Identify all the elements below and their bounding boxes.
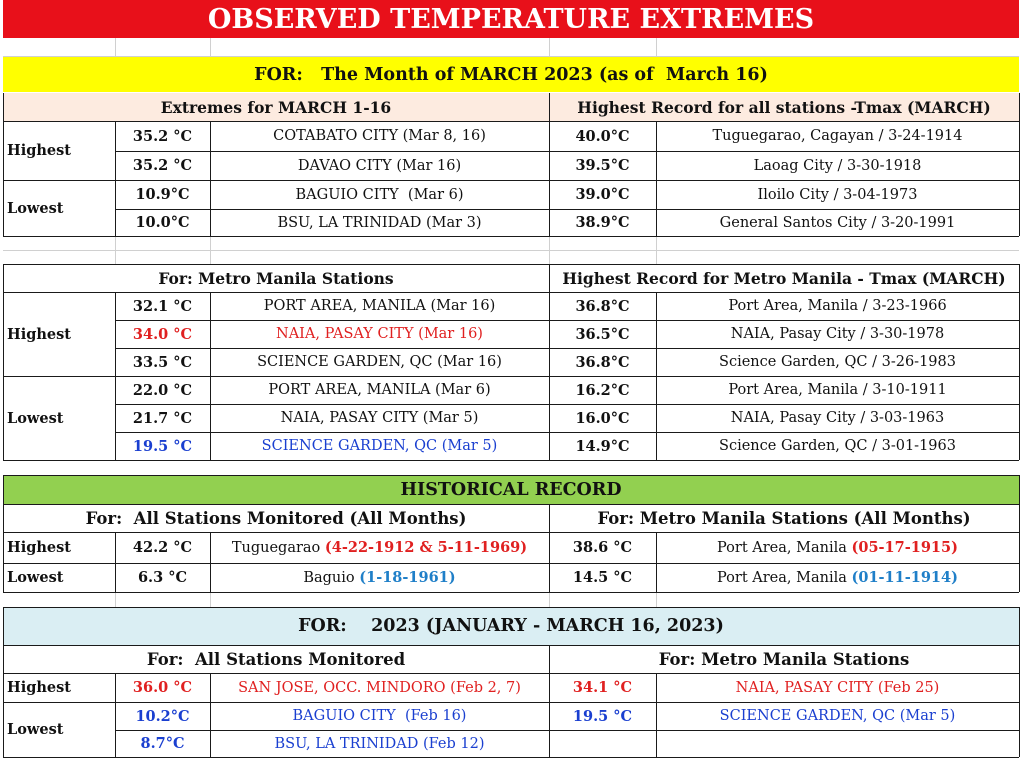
month-record-temp: 39.5°C bbox=[575, 157, 630, 174]
historical-high-station: Tuguegarao bbox=[231, 539, 321, 556]
month-record-temp: 39.0°C bbox=[575, 186, 630, 203]
metro-right-header: Highest Record for Metro Manila - Tmax (MARCH) bbox=[562, 268, 1006, 288]
month-record-station: General Santos City / 3-20-1991 bbox=[719, 214, 956, 231]
month-record-station: Laoag City / 3-30-1918 bbox=[753, 157, 922, 174]
metro-record-station: Port Area, Manila / 3-23-1966 bbox=[728, 298, 947, 314]
metro-temp: 32.1 °C bbox=[132, 297, 193, 315]
historical-metro-low-station: Port Area, Manila bbox=[717, 569, 847, 586]
metro-temp: 34.0 °C bbox=[132, 325, 193, 343]
historical-banner-text: HISTORICAL RECORD bbox=[400, 479, 622, 500]
metro-record-station: NAIA, Pasay City / 3-03-1963 bbox=[730, 410, 945, 426]
metro-highest-label: Highest bbox=[7, 325, 71, 343]
metro-station: PORT AREA, MANILA (Mar 16) bbox=[263, 298, 496, 314]
page-title: OBSERVED TEMPERATURE EXTREMES bbox=[207, 3, 815, 35]
historical-metro-low-date: (01-11-1914) bbox=[851, 569, 958, 586]
historical-high-station-cell bbox=[210, 532, 549, 563]
metro-record-temp: 36.8°C bbox=[575, 297, 630, 315]
metro-record-station: Science Garden, QC / 3-26-1983 bbox=[719, 354, 956, 370]
month-record-station: Iloilo City / 3-04-1973 bbox=[757, 186, 918, 203]
metro-record-temp: 36.8°C bbox=[575, 353, 630, 371]
month-left-header: Extremes for MARCH 1-16 bbox=[160, 97, 392, 117]
metro-station: NAIA, PASAY CITY (Mar 5) bbox=[280, 410, 479, 426]
historical-right-header: For: Metro Manila Stations (All Months) bbox=[597, 508, 971, 528]
metro-temp: 21.7 °C bbox=[132, 409, 193, 427]
historical-metro-high-cell bbox=[656, 532, 1019, 563]
year-metro-low-temp: 19.5 °C bbox=[572, 707, 633, 725]
historical-metro-low-cell bbox=[656, 563, 1019, 592]
year-banner-text: FOR: 2023 (JANUARY - MARCH 16, 2023) bbox=[298, 616, 724, 636]
month-station: BAGUIO CITY (Mar 6) bbox=[295, 186, 464, 203]
metro-record-station: Science Garden, QC / 3-01-1963 bbox=[719, 438, 956, 454]
year-low-temp: 8.7°C bbox=[140, 735, 185, 752]
historical-high-temp: 42.2 °C bbox=[132, 539, 193, 556]
month-station: BSU, LA TRINIDAD (Mar 3) bbox=[277, 214, 482, 231]
month-record-station: Tuguegarao, Cagayan / 3-24-1914 bbox=[712, 128, 963, 144]
historical-low-station-cell bbox=[210, 563, 549, 592]
historical-low-station: Baguio bbox=[303, 569, 355, 586]
month-temp: 35.2 °C bbox=[132, 157, 193, 174]
metro-record-temp: 16.2°C bbox=[575, 381, 630, 399]
historical-metro-high-date: (05-17-1915) bbox=[851, 539, 958, 556]
month-station: DAVAO CITY (Mar 16) bbox=[297, 157, 462, 174]
historical-metro-low-temp: 14.5 °C bbox=[572, 569, 633, 586]
year-metro-low-station: SCIENCE GARDEN, QC (Mar 5) bbox=[719, 708, 956, 724]
month-highest-label: Highest bbox=[7, 142, 71, 159]
historical-lowest-label: Lowest bbox=[7, 569, 64, 586]
metro-record-station: NAIA, Pasay City / 3-30-1978 bbox=[730, 326, 945, 342]
metro-record-temp: 16.0°C bbox=[575, 409, 630, 427]
metro-record-station: Port Area, Manila / 3-10-1911 bbox=[728, 382, 947, 398]
metro-temp: 33.5 °C bbox=[132, 353, 193, 371]
metro-station: NAIA, PASAY CITY (Mar 16) bbox=[276, 326, 483, 342]
year-left-header: For: All Stations Monitored bbox=[146, 649, 406, 669]
metro-station: SCIENCE GARDEN, QC (Mar 5) bbox=[261, 438, 498, 454]
historical-left-header: For: All Stations Monitored (All Months) bbox=[85, 508, 467, 528]
metro-station: PORT AREA, MANILA (Mar 6) bbox=[268, 382, 491, 398]
month-temp: 35.2 °C bbox=[132, 127, 193, 145]
month-record-temp: 38.9°C bbox=[575, 214, 630, 231]
historical-metro-high-station: Port Area, Manila bbox=[717, 539, 847, 556]
year-highest-label: Highest bbox=[7, 679, 71, 696]
month-station: COTABATO CITY (Mar 8, 16) bbox=[273, 128, 486, 144]
year-low-temp: 10.2°C bbox=[135, 707, 190, 725]
month-temp: 10.0°C bbox=[135, 214, 190, 231]
historical-metro-high-temp: 38.6 °C bbox=[572, 539, 633, 556]
historical-low-temp: 6.3 °C bbox=[137, 569, 188, 586]
year-lowest-label: Lowest bbox=[7, 721, 64, 738]
month-record-temp: 40.0°C bbox=[575, 127, 630, 145]
year-high-station: SAN JOSE, OCC. MINDORO (Feb 2, 7) bbox=[238, 679, 521, 696]
historical-high-dates: (4-22-1912 & 5-11-1969) bbox=[324, 539, 528, 556]
year-low-station: BAGUIO CITY (Feb 16) bbox=[292, 708, 467, 724]
metro-temp: 22.0 °C bbox=[132, 381, 193, 399]
year-right-header: For: Metro Manila Stations bbox=[658, 649, 910, 669]
metro-record-temp: 36.5°C bbox=[575, 325, 630, 343]
year-metro-high-temp: 34.1 °C bbox=[572, 679, 633, 696]
year-low-station: BSU, LA TRINIDAD (Feb 12) bbox=[274, 735, 485, 752]
month-lowest-label: Lowest bbox=[7, 199, 64, 217]
historical-low-dates: (1-18-1961) bbox=[359, 569, 456, 586]
metro-left-header: For: Metro Manila Stations bbox=[158, 268, 394, 288]
year-metro-high-station: NAIA, PASAY CITY (Feb 25) bbox=[735, 679, 940, 696]
metro-temp: 19.5 °C bbox=[132, 437, 193, 455]
month-right-header: Highest Record for all stations -Tmax (MARCH) bbox=[577, 97, 991, 117]
metro-record-temp: 14.9°C bbox=[575, 437, 630, 455]
month-temp: 10.9°C bbox=[135, 186, 190, 203]
historical-highest-label: Highest bbox=[7, 539, 71, 556]
month-banner-text: FOR: The Month of MARCH 2023 (as of March 16) bbox=[254, 64, 768, 85]
metro-lowest-label: Lowest bbox=[7, 409, 64, 427]
metro-station: SCIENCE GARDEN, QC (Mar 16) bbox=[257, 354, 502, 370]
year-high-temp: 36.0 °C bbox=[132, 679, 193, 696]
